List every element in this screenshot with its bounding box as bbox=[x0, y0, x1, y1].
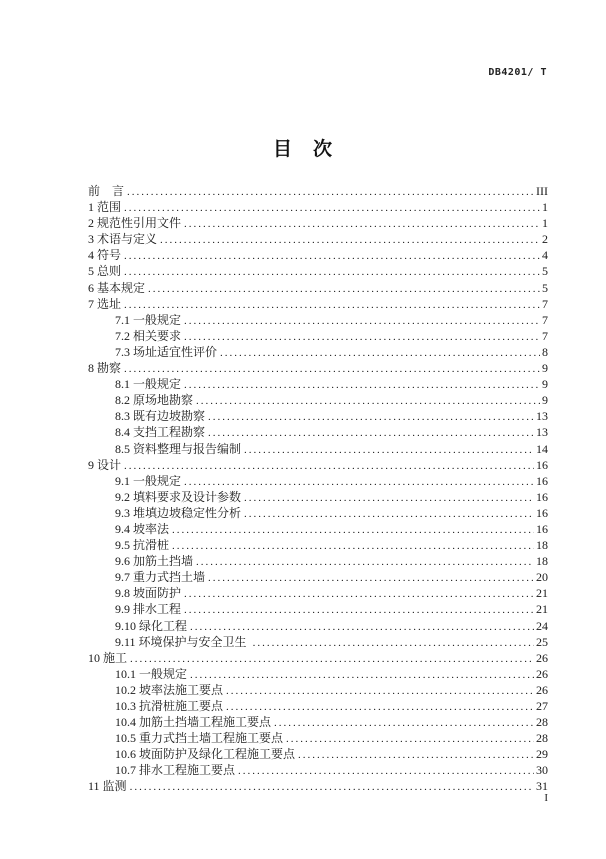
toc-entry-page: 13 bbox=[536, 409, 548, 424]
toc-entry-page: 16 bbox=[536, 521, 548, 536]
toc-entry-label: 9.10 绿化工程 bbox=[115, 618, 188, 633]
toc-leader-dots bbox=[244, 505, 534, 522]
toc-entry-label: 7.2 相关要求 bbox=[115, 328, 182, 343]
toc-entry-label: 9.1 一般规定 bbox=[115, 473, 182, 488]
toc-entry-label: 10.7 排水工程施工要点 bbox=[115, 763, 236, 778]
toc-entry-page: 16 bbox=[536, 457, 548, 472]
toc-entry bbox=[88, 360, 548, 376]
toc-entry-page: 24 bbox=[536, 618, 548, 633]
toc-leader-dots bbox=[196, 553, 534, 570]
toc-entry-page: 21 bbox=[536, 602, 548, 617]
toc-leader-dots bbox=[184, 473, 534, 490]
toc-entry-label: 7 选址 bbox=[88, 296, 122, 311]
toc-entry-page: 25 bbox=[536, 634, 548, 649]
toc-leader-dots bbox=[253, 634, 534, 651]
toc-entry-label: 9.2 填料要求及设计参数 bbox=[115, 489, 242, 504]
toc-entry-label: 9.3 堆填边坡稳定性分析 bbox=[115, 505, 242, 520]
toc-entry bbox=[88, 280, 548, 296]
page-number: I bbox=[544, 792, 548, 804]
toc-entry-page: 31 bbox=[536, 779, 548, 794]
toc-leader-dots bbox=[148, 280, 540, 297]
toc-entry-label: 前 言 bbox=[88, 184, 125, 198]
toc-leader-dots bbox=[190, 666, 534, 683]
toc-entry bbox=[88, 263, 548, 279]
toc-entry-page: 20 bbox=[536, 570, 548, 585]
toc-entry bbox=[88, 521, 548, 537]
toc-entry-page: 16 bbox=[536, 489, 548, 504]
toc-leader-dots bbox=[124, 199, 540, 216]
toc-entry-label: 10.2 坡率法施工要点 bbox=[115, 682, 224, 697]
toc-entry bbox=[88, 231, 548, 247]
toc-leader-dots bbox=[127, 183, 534, 200]
toc-entry bbox=[88, 650, 548, 666]
toc-entry-label: 8.4 支挡工程勘察 bbox=[115, 425, 206, 440]
toc-leader-dots bbox=[184, 376, 540, 393]
toc-entry bbox=[88, 762, 548, 778]
toc-entry-page: 26 bbox=[536, 666, 548, 681]
toc-entry bbox=[88, 408, 548, 424]
toc-entry bbox=[88, 778, 548, 794]
toc-entry bbox=[88, 634, 548, 650]
toc-entry-label: 3 术语与定义 bbox=[88, 232, 158, 247]
toc-leader-dots bbox=[286, 730, 534, 747]
toc-entry-label: 11 监测 bbox=[88, 779, 127, 794]
toc-entry-page: 9 bbox=[542, 361, 548, 376]
toc-leader-dots bbox=[184, 215, 540, 232]
toc-entry-label: 9.5 抗滑桩 bbox=[115, 538, 170, 553]
toc-entry-label: 9.8 坡面防护 bbox=[115, 586, 182, 601]
toc-entry-page: 1 bbox=[542, 200, 548, 215]
toc-entry bbox=[88, 585, 548, 601]
toc-entry-label: 9 设计 bbox=[88, 457, 122, 472]
toc-leader-dots bbox=[172, 537, 534, 554]
toc-entry-page: 16 bbox=[536, 505, 548, 520]
toc-leader-dots bbox=[130, 778, 534, 795]
toc-entry-label: 1 范围 bbox=[88, 200, 122, 215]
toc-entry-page: 2 bbox=[542, 232, 548, 247]
toc-entry-page: 18 bbox=[536, 554, 548, 569]
toc-leader-dots bbox=[244, 489, 534, 506]
toc-entry bbox=[88, 199, 548, 215]
toc-entry-label: 2 规范性引用文件 bbox=[88, 216, 182, 231]
toc-entry-label: 8.2 原场地勘察 bbox=[115, 393, 194, 408]
toc-leader-dots bbox=[208, 408, 534, 425]
toc-entry bbox=[88, 296, 548, 312]
toc-entry bbox=[88, 457, 548, 473]
toc-entry bbox=[88, 376, 548, 392]
toc-leader-dots bbox=[208, 424, 534, 441]
toc-entry bbox=[88, 682, 548, 698]
toc-entry-page: 1 bbox=[542, 216, 548, 231]
toc-entry-label: 5 总则 bbox=[88, 264, 122, 279]
toc-leader-dots bbox=[196, 392, 540, 409]
toc-entry-page: 27 bbox=[536, 699, 548, 713]
toc-entry bbox=[88, 537, 548, 553]
toc-entry-page: 28 bbox=[536, 731, 548, 746]
toc-entry-label: 8.3 既有边坡勘察 bbox=[115, 409, 206, 424]
toc-entry-label: 9.6 加筋土挡墙 bbox=[115, 554, 194, 569]
toc-leader-dots bbox=[124, 247, 540, 264]
toc-leader-dots bbox=[184, 328, 540, 345]
toc-entry-label: 9.11 环境保护与安全卫生 bbox=[115, 634, 250, 649]
toc-entry-label: 6 基本规定 bbox=[88, 280, 146, 295]
toc-leader-dots bbox=[208, 569, 534, 586]
toc-entry-label: 10.3 抗滑桩施工要点 bbox=[115, 699, 224, 713]
toc-leader-dots bbox=[244, 441, 534, 458]
standard-code: DB4201/ T bbox=[488, 67, 547, 78]
page-title: 目 次 bbox=[272, 138, 333, 160]
toc-entry-label: 8 勘察 bbox=[88, 361, 122, 376]
toc-entry bbox=[88, 312, 548, 328]
toc-entry-label: 10.6 坡面防护及绿化工程施工要点 bbox=[115, 747, 296, 762]
toc-entry-page: 18 bbox=[536, 538, 548, 553]
toc-entry bbox=[88, 392, 548, 408]
toc-entry-page: 28 bbox=[536, 715, 548, 730]
toc-entry-page: 16 bbox=[536, 473, 548, 488]
toc-entry-page: 29 bbox=[536, 747, 548, 762]
toc-entry-label: 9.4 坡率法 bbox=[115, 521, 170, 536]
toc-entry-label: 10.1 一般规定 bbox=[115, 666, 188, 681]
toc-entry-label: 10.5 重力式挡土墙工程施工要点 bbox=[115, 731, 284, 746]
toc-entry-page: 9 bbox=[542, 393, 548, 408]
toc-entry bbox=[88, 698, 548, 714]
toc-entry-page: III bbox=[536, 184, 548, 198]
toc-leader-dots bbox=[238, 762, 534, 779]
toc-entry-page: 26 bbox=[536, 650, 548, 665]
toc-entry bbox=[88, 730, 548, 746]
toc-entry-page: 5 bbox=[542, 280, 548, 295]
toc-entry-label: 8.1 一般规定 bbox=[115, 377, 182, 392]
toc-entry-page: 9 bbox=[542, 377, 548, 392]
toc-leader-dots bbox=[226, 682, 534, 699]
toc-entry-page: 13 bbox=[536, 425, 548, 440]
toc-entry-label: 8.5 资料整理与报告编制 bbox=[115, 441, 242, 456]
toc-leader-dots bbox=[184, 312, 540, 329]
toc-entry bbox=[88, 424, 548, 440]
toc-entry bbox=[88, 441, 548, 457]
toc-leader-dots bbox=[220, 344, 540, 361]
toc-entry-label: 10 施工 bbox=[88, 650, 128, 665]
toc-leader-dots bbox=[124, 360, 540, 377]
toc-entry-label: 7.1 一般规定 bbox=[115, 312, 182, 327]
toc-entry-label: 10.4 加筋土挡墙工程施工要点 bbox=[115, 715, 272, 730]
toc-entry bbox=[88, 553, 548, 569]
toc-entry-label: 7.3 场址适宜性评价 bbox=[115, 344, 218, 359]
toc-entry-page: 14 bbox=[536, 441, 548, 456]
toc-entry bbox=[88, 215, 548, 231]
toc-leader-dots bbox=[274, 714, 534, 731]
toc-entry-page: 4 bbox=[542, 248, 548, 263]
toc-entry-page: 5 bbox=[542, 264, 548, 279]
toc-leader-dots bbox=[172, 521, 534, 538]
toc-leader-dots bbox=[160, 231, 540, 248]
toc-entry bbox=[88, 183, 548, 199]
toc-leader-dots bbox=[124, 457, 534, 474]
toc-entry-page: 7 bbox=[542, 312, 548, 327]
toc-entry bbox=[88, 618, 548, 634]
toc-entry bbox=[88, 247, 548, 263]
toc-entry bbox=[88, 328, 548, 344]
toc-entry bbox=[88, 666, 548, 682]
toc-entry-page: 26 bbox=[536, 682, 548, 697]
toc-entry-page: 8 bbox=[542, 344, 548, 359]
toc-entry bbox=[88, 714, 548, 730]
toc-leader-dots bbox=[124, 263, 540, 280]
toc-entry-page: 21 bbox=[536, 586, 548, 601]
toc-entry bbox=[88, 601, 548, 617]
toc-leader-dots bbox=[184, 585, 534, 602]
toc-leader-dots bbox=[226, 698, 534, 715]
toc-entry-label: 9.7 重力式挡土墙 bbox=[115, 570, 206, 585]
toc-leader-dots bbox=[130, 650, 534, 667]
toc-entry bbox=[88, 569, 548, 585]
toc-entry-label: 4 符号 bbox=[88, 248, 122, 263]
toc-entry-page: 7 bbox=[542, 328, 548, 343]
toc-entry bbox=[88, 344, 548, 360]
toc-leader-dots bbox=[298, 746, 534, 763]
toc-entry bbox=[88, 505, 548, 521]
toc-entry-page: 7 bbox=[542, 296, 548, 311]
toc-entry-page: 30 bbox=[536, 763, 548, 778]
toc-entry bbox=[88, 473, 548, 489]
toc-entry bbox=[88, 489, 548, 505]
toc-leader-dots bbox=[190, 618, 534, 635]
toc-leader-dots bbox=[184, 601, 534, 618]
toc-list bbox=[88, 183, 548, 795]
toc-entry bbox=[88, 746, 548, 762]
toc-entry-label: 9.9 排水工程 bbox=[115, 602, 182, 617]
toc-leader-dots bbox=[124, 296, 540, 313]
